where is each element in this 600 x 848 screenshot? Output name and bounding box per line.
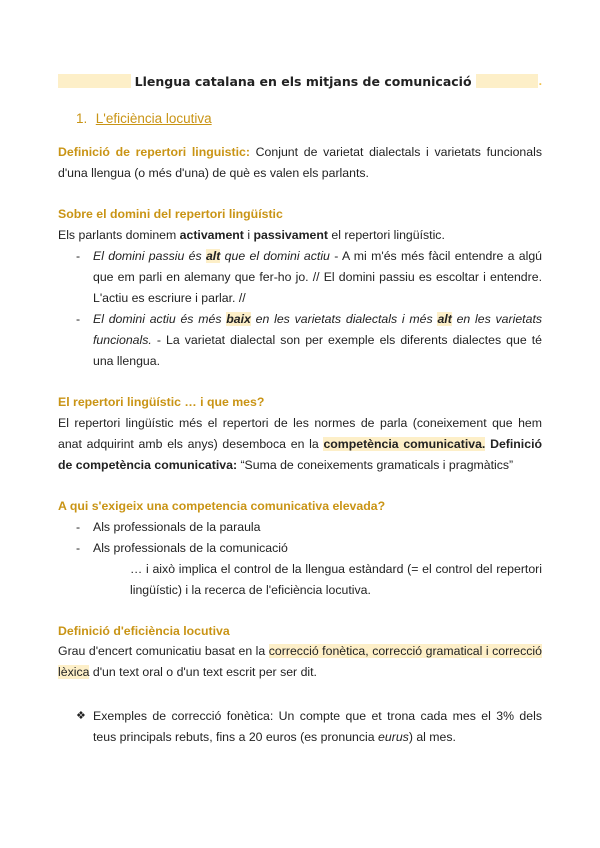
def-repertori-paragraph bbox=[58, 142, 542, 184]
dash-bullet: - bbox=[76, 541, 81, 555]
list-item: ❖ Exemples de correcció fonètica: Un compte que et trona cada mes el 3% dels teus principals rebuts, fins a 20 euros (es pronuncia eurus) al mes. bbox=[76, 706, 542, 748]
highlight-alt: alt bbox=[437, 312, 452, 326]
list-item: - Als professionals de la comunicació bbox=[76, 538, 542, 559]
diamond-bullet-icon: ❖ bbox=[76, 710, 86, 722]
exigeix-heading: A qui s'exigeix una competencia comunicativa elevada? bbox=[58, 499, 386, 513]
title-highlight-left bbox=[58, 74, 131, 88]
highlight-competencia: competència comunicativa. bbox=[323, 437, 486, 451]
section-title: L'eficiència locutiva bbox=[95, 111, 212, 126]
domini-intro: Els parlants dominem activament i passivament el repertori lingüístic. bbox=[58, 228, 445, 242]
list-item: - El domini passiu és alt que el domini actiu - A mi m'és més fàcil entendre a algú que em parli en alemany que fer-ho jo. // El domini passiu es escoltar i entendre. L'actiu es escriure i parlar. // bbox=[76, 246, 542, 309]
list-item: - Als professionals de la paraula bbox=[76, 517, 542, 538]
title-text: Llengua catalana en els mitjans de comunicació bbox=[134, 73, 472, 89]
dash-bullet: - bbox=[76, 312, 81, 326]
activament-word: activament bbox=[179, 228, 244, 242]
highlight-correccio: correcció fonètica, correcció gramatical i correcció lèxica bbox=[58, 644, 542, 679]
exigeix-note: … i això implica el control de la llengua estàndard (= el control del repertori lingüístic) i la recerca de l'eficiència locutiva. bbox=[130, 562, 542, 597]
repertori-mes-paragraph: El repertori lingüístic més el repertori de les normes de parla (coneixement que hem anat adquirint amb els anys) desemboca en la competència comunicativa. Definició de competència comunicativa: “Suma de coneixements gramaticals i pragmàtics” bbox=[58, 416, 542, 472]
list-item: - El domini actiu és més baix en les varietats dialectals i més alt en les varietats funcionals. - La varietat dialectal son per exemple els diferents dialectes que té una llengua. bbox=[76, 309, 542, 372]
dash-bullet: - bbox=[76, 520, 81, 534]
title-dot: . bbox=[538, 74, 542, 88]
def-eficiencia-heading: Definició d'eficiència locutiva bbox=[58, 624, 230, 638]
section-heading bbox=[76, 111, 212, 126]
highlight-baix: baix bbox=[226, 312, 251, 326]
def-eficiencia-paragraph: Grau d'encert comunicatiu basat en la correcció fonètica, correcció gramatical i correcció lèxica d'un text oral o d'un text escrit per ser dit. bbox=[58, 644, 542, 679]
domini-heading: Sobre el domini del repertori lingüístic bbox=[58, 207, 283, 221]
def-repertori-text: Conjunt de varietat dialectals i varietats funcionals d'una llengua (o més d'una) de què es valen els parlants. bbox=[58, 145, 542, 180]
passivament-word: passivament bbox=[253, 228, 328, 242]
section-number: 1. bbox=[76, 111, 88, 126]
repertori-mes-heading: El repertori lingüístic … i que mes? bbox=[58, 395, 265, 409]
highlight-alt: alt bbox=[205, 249, 221, 263]
def-repertori-label: Definició de repertori linguistic: bbox=[58, 145, 250, 159]
title-highlight-right bbox=[476, 74, 538, 88]
dash-bullet: - bbox=[76, 249, 81, 263]
document-title bbox=[58, 72, 542, 90]
